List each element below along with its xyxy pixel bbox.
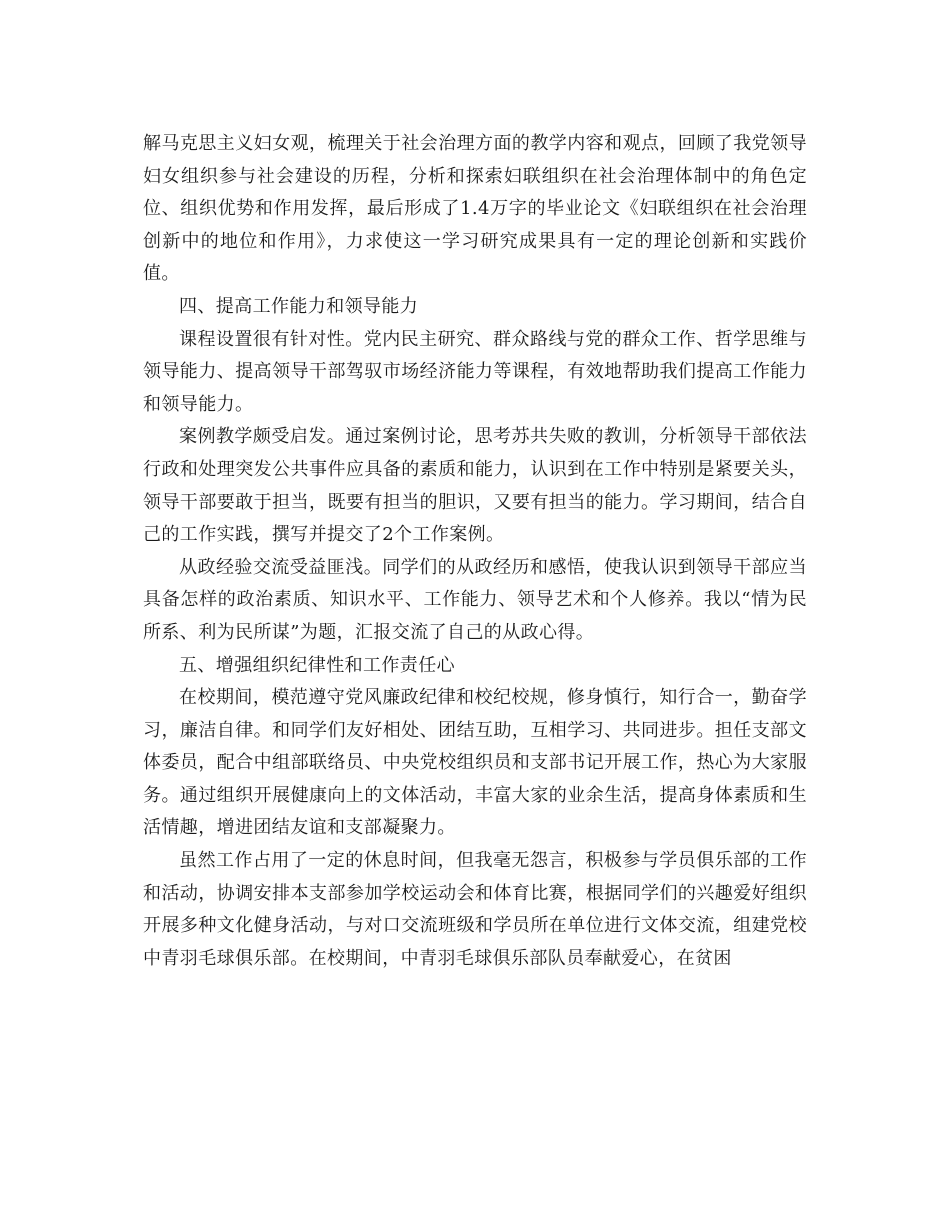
section-heading-5: 五、增强组织纪律性和工作责任心 xyxy=(179,654,455,676)
paragraph-5: 在校期间，模范遵守党风廉政纪律和校纪校规，修身慎行，知行合一，勤奋学习，廉洁自律。和同学们友好相处、团结互助，互相学习、共同进步。担任支部文体委员，配合中组部联络员、中央党校组织员和支部书记开展工作，热心为大家服务。通过组织开展健康向上的文体活动，丰富大家的业余生活，提高身体素质和生活情趣，增进团结友谊和支部凝聚力。 xyxy=(143,687,807,839)
paragraph-2: 课程设置很有针对性。党内民主研究、群众路线与党的群众工作、哲学思维与领导能力、提高领导干部驾驭市场经济能力等课程，有效地帮助我们提高工作能力和领导能力。 xyxy=(143,328,807,415)
paragraph-1: 解马克思主义妇女观，梳理关于社会治理方面的教学内容和观点，回顾了我党领导妇女组织参与社会建设的历程，分析和探索妇联组织在社会治理体制中的角色定位、组织优势和作用发挥，最后形成了1.4万字的毕业论文《妇联组织在社会治理创新中的地位和作用》，力求使这一学习研究成果具有一定的理论创新和实践价值。 xyxy=(143,133,807,285)
section-heading-4: 四、提高工作能力和领导能力 xyxy=(179,295,419,317)
document-page xyxy=(143,128,807,975)
paragraph-4: 从政经验交流受益匪浅。同学们的从政经历和感悟，使我认识到领导干部应当具备怎样的政治素质、知识水平、工作能力、领导艺术和个人修养。我以“情为民所系、利为民所谋”为题，汇报交流了自己的从政心得。 xyxy=(143,556,807,643)
paragraph-6: 虽然工作占用了一定的休息时间，但我毫无怨言，积极参与学员俱乐部的工作和活动，协调安排本支部参加学校运动会和体育比赛，根据同学们的兴趣爱好组织开展多种文化健身活动，与对口交流班级和学员所在单位进行文体交流，组建党校中青羽毛球俱乐部。在校期间，中青羽毛球俱乐部队员奉献爱心，在贫困 xyxy=(143,850,807,969)
paragraph-3: 案例教学颇受启发。通过案例讨论，思考苏共失败的教训，分析领导干部依法行政和处理突发公共事件应具备的素质和能力，认识到在工作中特别是紧要关头，领导干部要敢于担当，既要有担当的胆识，又要有担当的能力。学习期间，结合自己的工作实践，撰写并提交了2个工作案例。 xyxy=(143,426,807,546)
